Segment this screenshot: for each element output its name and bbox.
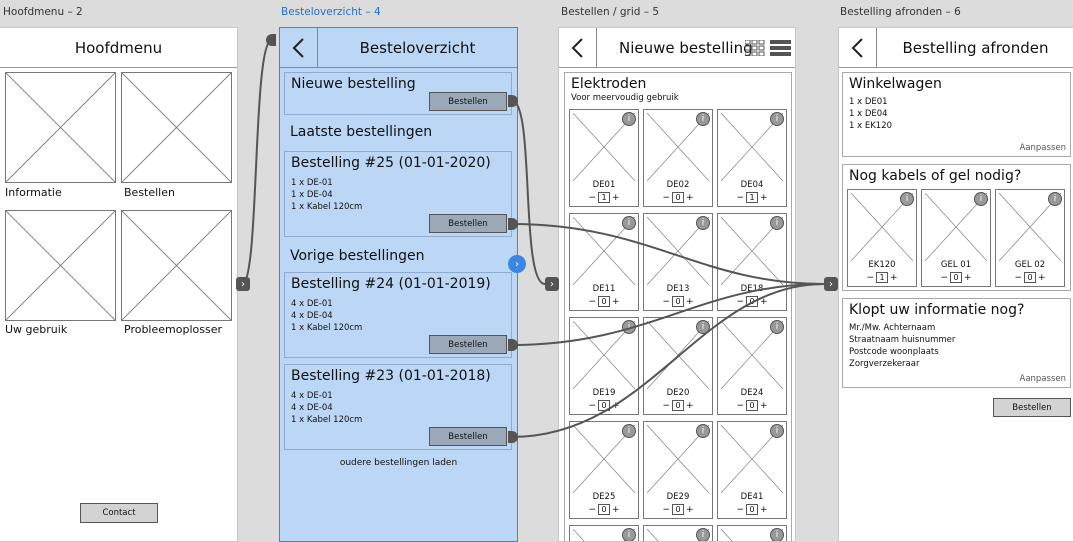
- order-line: 1 x Kabel 120cm: [291, 323, 363, 333]
- tile-informatie-image[interactable]: [5, 72, 116, 183]
- order-24-bestellen-button[interactable]: Bestellen: [429, 335, 507, 354]
- product-name: EK120: [868, 260, 896, 270]
- list-view-icon[interactable]: [770, 40, 791, 56]
- product-tile[interactable]: [643, 213, 713, 311]
- order-card-23: [284, 364, 512, 450]
- minus-icon[interactable]: −: [866, 272, 874, 283]
- nav-arrow-icon[interactable]: ›: [236, 277, 250, 291]
- quantity-stepper[interactable]: [644, 400, 712, 411]
- tile-informatie-label[interactable]: Informatie: [5, 186, 62, 199]
- winkelwagen-card: [842, 72, 1071, 157]
- tile-probleemoplosser-image[interactable]: [121, 210, 232, 321]
- product-tile[interactable]: [643, 109, 713, 207]
- minus-icon[interactable]: −: [588, 192, 596, 203]
- minus-icon[interactable]: −: [588, 296, 596, 307]
- chevron-left-icon: [571, 38, 585, 58]
- info-icon[interactable]: i: [696, 112, 710, 126]
- informatie-card: [842, 298, 1071, 388]
- quantity-stepper[interactable]: [922, 272, 990, 283]
- product-name: DE18: [740, 284, 764, 294]
- elektroden-title: Elektroden: [571, 76, 647, 92]
- quantity-value[interactable]: 0: [598, 296, 610, 307]
- previous-orders-heading: Vorige bestellingen: [290, 248, 425, 264]
- tile-uw-gebruik-label[interactable]: Uw gebruik: [5, 323, 68, 336]
- info-icon[interactable]: i: [696, 528, 710, 542]
- plus-icon[interactable]: +: [612, 504, 620, 515]
- product-name: DE04: [740, 180, 764, 190]
- quantity-value[interactable]: 1: [876, 272, 888, 283]
- plus-icon[interactable]: +: [612, 192, 620, 203]
- quantity-stepper[interactable]: [644, 504, 712, 515]
- elektroden-card: [564, 72, 792, 542]
- order-25-bestellen-button[interactable]: Bestellen: [429, 214, 507, 233]
- page-title: Besteloverzicht: [359, 38, 476, 57]
- info-icon[interactable]: i: [622, 320, 636, 334]
- plus-icon[interactable]: +: [612, 400, 620, 411]
- minus-icon[interactable]: −: [736, 400, 744, 411]
- artboard-title-afronden[interactable]: Bestelling afronden – 6: [840, 6, 961, 18]
- minus-icon[interactable]: −: [588, 504, 596, 515]
- order-card-24: [284, 272, 512, 358]
- order-25-title: Bestelling #25 (01-01-2020): [291, 155, 491, 171]
- info-icon[interactable]: i: [770, 112, 784, 126]
- nieuwe-bestelling-header: [559, 28, 795, 68]
- order-line: 4 x DE-01: [291, 299, 333, 309]
- info-icon[interactable]: i: [1048, 192, 1062, 206]
- quantity-stepper[interactable]: [644, 296, 712, 307]
- quantity-stepper[interactable]: [570, 504, 638, 515]
- product-tile[interactable]: [995, 189, 1065, 287]
- order-23-lines: [291, 390, 505, 426]
- artboard-title-bestellen-grid[interactable]: Bestellen / grid – 5: [561, 6, 660, 18]
- order-24-title: Bestelling #24 (01-01-2019): [291, 276, 491, 292]
- flow-start-icon[interactable]: ›: [508, 255, 526, 273]
- quantity-stepper[interactable]: [848, 272, 916, 283]
- product-tile[interactable]: [569, 109, 639, 207]
- product-tile[interactable]: [717, 421, 787, 519]
- info-icon[interactable]: i: [622, 216, 636, 230]
- quantity-stepper[interactable]: [996, 272, 1064, 283]
- quantity-value[interactable]: 0: [672, 400, 684, 411]
- product-name: DE24: [740, 388, 764, 398]
- artboard-title-hoofdmenu[interactable]: Hoofdmenu – 2: [3, 6, 83, 18]
- cart-edit-link[interactable]: Aanpassen: [1019, 143, 1066, 153]
- minus-icon[interactable]: −: [662, 192, 670, 203]
- afronden-header: [839, 28, 1073, 68]
- plus-icon[interactable]: +: [612, 296, 620, 307]
- tile-bestellen-image[interactable]: [121, 72, 232, 183]
- order-line: 1 x Kabel 120cm: [291, 202, 363, 212]
- product-tile[interactable]: [569, 317, 639, 415]
- product-tile[interactable]: [569, 421, 639, 519]
- product-name: DE25: [592, 492, 616, 502]
- minus-icon[interactable]: −: [736, 296, 744, 307]
- order-line: 4 x DE-04: [291, 403, 333, 413]
- quantity-value[interactable]: 0: [672, 504, 684, 515]
- order-23-title: Bestelling #23 (01-01-2018): [291, 368, 491, 384]
- product-tile[interactable]: [921, 189, 991, 287]
- info-line: Zorgverzekeraar: [849, 359, 920, 369]
- minus-icon[interactable]: −: [588, 400, 596, 411]
- product-tile[interactable]: [717, 109, 787, 207]
- winkelwagen-title: Winkelwagen: [849, 76, 942, 92]
- tile-uw-gebruik-image[interactable]: [5, 210, 116, 321]
- info-icon[interactable]: i: [696, 320, 710, 334]
- info-icon[interactable]: i: [622, 528, 636, 542]
- quantity-value[interactable]: 0: [746, 296, 758, 307]
- hoofdmenu-screen: [0, 27, 238, 542]
- page-title: Hoofdmenu: [74, 38, 163, 57]
- quantity-stepper[interactable]: [718, 504, 786, 515]
- product-name: DE20: [666, 388, 690, 398]
- extras-title: Nog kabels of gel nodig?: [849, 168, 1022, 184]
- quantity-value[interactable]: 0: [598, 504, 610, 515]
- plus-icon[interactable]: +: [760, 296, 768, 307]
- info-lines: [849, 322, 1064, 370]
- info-icon[interactable]: i: [770, 424, 784, 438]
- product-tile[interactable]: [643, 525, 713, 542]
- plus-icon[interactable]: +: [686, 192, 694, 203]
- info-icon[interactable]: i: [696, 216, 710, 230]
- info-icon[interactable]: i: [770, 216, 784, 230]
- product-tile[interactable]: [643, 421, 713, 519]
- minus-icon[interactable]: −: [662, 296, 670, 307]
- minus-icon[interactable]: −: [662, 504, 670, 515]
- product-tile[interactable]: [847, 189, 917, 287]
- plus-icon[interactable]: +: [686, 400, 694, 411]
- info-icon[interactable]: i: [900, 192, 914, 206]
- order-line: 1 x DE-04: [291, 190, 333, 200]
- plus-icon[interactable]: +: [686, 504, 694, 515]
- cart-line: 1 x EK120: [849, 121, 893, 131]
- order-23-bestellen-button[interactable]: Bestellen: [429, 427, 507, 446]
- minus-icon[interactable]: −: [1014, 272, 1022, 283]
- minus-icon[interactable]: −: [736, 192, 744, 203]
- back-button[interactable]: [839, 28, 877, 68]
- tile-probleemoplosser-label[interactable]: Probleemoplosser: [124, 323, 222, 336]
- quantity-value[interactable]: 0: [746, 400, 758, 411]
- cart-line: 1 x DE04: [849, 109, 888, 119]
- info-icon[interactable]: i: [770, 528, 784, 542]
- back-button[interactable]: [280, 28, 318, 68]
- page-title: Nieuwe bestelling: [619, 38, 753, 57]
- besteloverzicht-screen[interactable]: [279, 27, 518, 542]
- quantity-stepper[interactable]: [718, 192, 786, 203]
- order-line: 1 x Kabel 120cm: [291, 415, 363, 425]
- minus-icon[interactable]: −: [736, 504, 744, 515]
- product-tile[interactable]: [643, 317, 713, 415]
- extras-card: [842, 164, 1071, 291]
- plus-icon[interactable]: +: [890, 272, 898, 283]
- load-older-orders-link[interactable]: oudere bestellingen laden: [339, 458, 458, 468]
- new-order-bestellen-button[interactable]: Bestellen: [429, 92, 507, 111]
- product-tile[interactable]: [569, 525, 639, 542]
- order-line: 4 x DE-04: [291, 311, 333, 321]
- connector-port[interactable]: [266, 34, 276, 46]
- quantity-stepper[interactable]: [718, 400, 786, 411]
- afronden-screen: [838, 27, 1073, 542]
- quantity-value[interactable]: 0: [950, 272, 962, 283]
- product-tile[interactable]: [717, 317, 787, 415]
- plus-icon[interactable]: +: [760, 192, 768, 203]
- info-line: Straatnaam huisnummer: [849, 335, 956, 345]
- quantity-value[interactable]: 0: [746, 504, 758, 515]
- cart-lines: [849, 96, 1064, 132]
- quantity-stepper[interactable]: [570, 400, 638, 411]
- product-tile[interactable]: [717, 525, 787, 542]
- product-name: DE19: [592, 388, 616, 398]
- order-line: 1 x DE-01: [291, 178, 333, 188]
- product-tile[interactable]: [569, 213, 639, 311]
- order-line: 4 x DE-01: [291, 391, 333, 401]
- product-name: DE29: [666, 492, 690, 502]
- product-name: GEL 01: [940, 260, 972, 270]
- quantity-value[interactable]: 0: [672, 192, 684, 203]
- order-25-lines: [291, 177, 505, 213]
- bestellen-button[interactable]: Bestellen: [993, 398, 1071, 417]
- quantity-value[interactable]: 1: [598, 192, 610, 203]
- artboard-title-besteloverzicht[interactable]: Besteloverzicht – 4: [281, 6, 381, 18]
- info-icon[interactable]: i: [622, 112, 636, 126]
- product-name: DE11: [592, 284, 616, 294]
- quantity-value[interactable]: 0: [672, 296, 684, 307]
- info-line: Postcode woonplaats: [849, 347, 939, 357]
- quantity-stepper[interactable]: [644, 192, 712, 203]
- quantity-value[interactable]: 0: [598, 400, 610, 411]
- informatie-title: Klopt uw informatie nog?: [849, 302, 1025, 318]
- info-icon[interactable]: i: [974, 192, 988, 206]
- product-name: GEL 02: [1014, 260, 1046, 270]
- new-order-title: Nieuwe bestelling: [291, 76, 416, 92]
- quantity-stepper[interactable]: [718, 296, 786, 307]
- plus-icon[interactable]: +: [1038, 272, 1046, 283]
- order-24-lines: [291, 298, 505, 334]
- hoofdmenu-header: [0, 28, 237, 68]
- product-tile[interactable]: [717, 213, 787, 311]
- grid-view-icon[interactable]: [745, 40, 765, 56]
- nav-arrow-icon[interactable]: ›: [545, 277, 559, 291]
- nieuwe-bestelling-screen: [558, 27, 796, 542]
- page-title: Bestelling afronden: [902, 38, 1049, 57]
- besteloverzicht-header: [280, 28, 517, 68]
- quantity-value[interactable]: 0: [1024, 272, 1036, 283]
- quantity-stepper[interactable]: [570, 192, 638, 203]
- product-name: DE02: [666, 180, 690, 190]
- minus-icon[interactable]: −: [662, 400, 670, 411]
- plus-icon[interactable]: +: [760, 400, 768, 411]
- info-icon[interactable]: i: [622, 424, 636, 438]
- info-edit-link[interactable]: Aanpassen: [1019, 374, 1066, 384]
- elektroden-subtitle: Voor meervoudig gebruik: [571, 93, 679, 103]
- contact-button[interactable]: Contact: [80, 503, 158, 523]
- minus-icon[interactable]: −: [940, 272, 948, 283]
- info-icon[interactable]: i: [770, 320, 784, 334]
- info-line: Mr./Mw. Achternaam: [849, 323, 936, 333]
- plus-icon[interactable]: +: [760, 504, 768, 515]
- tile-bestellen-label[interactable]: Bestellen: [124, 186, 175, 199]
- quantity-stepper[interactable]: [570, 296, 638, 307]
- product-name: DE13: [666, 284, 690, 294]
- chevron-left-icon: [292, 38, 306, 58]
- nav-arrow-icon[interactable]: ›: [824, 277, 838, 291]
- info-icon[interactable]: i: [696, 424, 710, 438]
- quantity-value[interactable]: 1: [746, 192, 758, 203]
- plus-icon[interactable]: +: [964, 272, 972, 283]
- new-order-card: [284, 72, 512, 115]
- product-name: DE01: [592, 180, 616, 190]
- latest-orders-heading: Laatste bestellingen: [290, 124, 433, 140]
- order-card-25: [284, 151, 512, 237]
- back-button[interactable]: [559, 28, 597, 68]
- plus-icon[interactable]: +: [686, 296, 694, 307]
- cart-line: 1 x DE01: [849, 97, 888, 107]
- product-name: DE41: [740, 492, 764, 502]
- chevron-left-icon: [851, 38, 865, 58]
